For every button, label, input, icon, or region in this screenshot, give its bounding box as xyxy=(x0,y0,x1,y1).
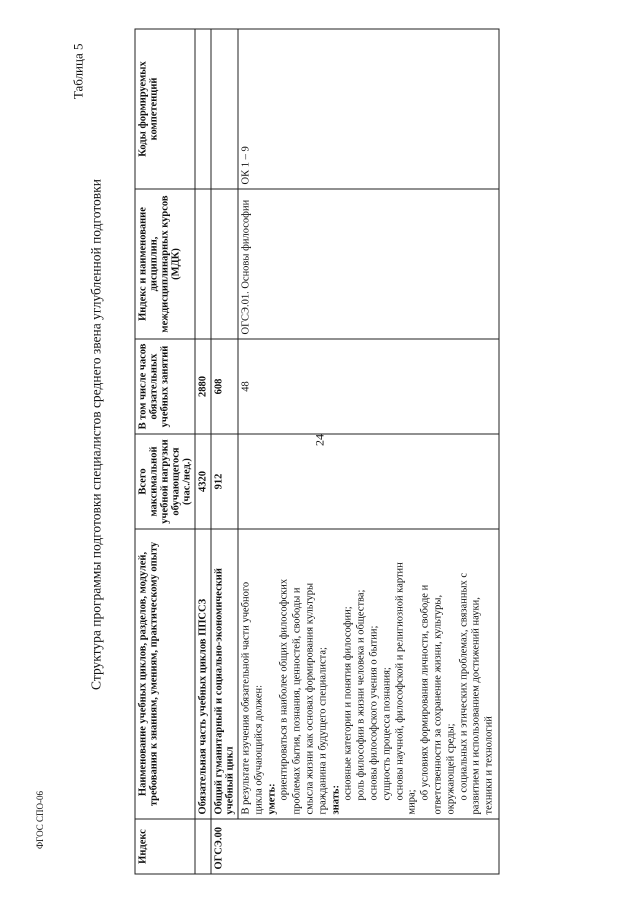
header-discipline: Индекс и наименование дисциплин, междисциплинарных курсов (МДК) xyxy=(135,189,195,339)
requirement-line: об условиях формирования личности, свободе и xyxy=(419,584,431,801)
table-title: Структура программы подготовки специалистов среднего звена углубленной подготовки xyxy=(88,179,104,690)
requirement-line: ориентироваться в наиболее общих философских xyxy=(278,578,290,801)
requirement-line: мира; xyxy=(406,789,418,815)
requirement-line: сущность процесса познания; xyxy=(381,667,393,801)
requirement-line: уметь: xyxy=(266,783,278,815)
requirement-line: развитием и использованием достижений науки, xyxy=(470,597,482,815)
requirement-line: гражданина и будущего специалиста; xyxy=(317,647,329,815)
requirement-line: проблемах бытия, познания, ценностей, свободы и xyxy=(291,587,303,815)
ogse-index: ОГСЭ.00 xyxy=(211,819,499,874)
ogse-name: Общий гуманитарный и социально-экономический учебный цикл xyxy=(211,529,238,819)
requirement-line: знать: xyxy=(330,785,342,815)
requirement-line: В результате изучения обязательной части учебного xyxy=(240,581,252,815)
header-index: Индекс xyxy=(135,819,195,874)
header-name: Наименование учебных циклов, разделов, модулей, требования к знаниям, умениям, практическому опыту xyxy=(135,529,195,819)
requirement-line: роль философии в жизни человека и общества; xyxy=(355,589,367,801)
philosophy-competence-codes: ОК 1 – 9 xyxy=(238,29,499,189)
requirement-line: ответственности за сохранение жизни, культуры, xyxy=(432,594,444,815)
table-header-row xyxy=(135,29,195,874)
requirement-line: смысла жизни как основах формирования культуры xyxy=(304,582,316,815)
header-competence-codes: Коды формируемых компетенций xyxy=(135,29,195,189)
mandatory-part-name: Обязательная часть учебных циклов ППССЗ xyxy=(195,529,211,819)
table-label: Таблица 5 xyxy=(70,43,86,100)
table-row-ogse xyxy=(211,29,238,874)
philosophy-requirements xyxy=(238,529,499,819)
requirement-line: основы научной, философской и религиозной картин xyxy=(394,562,406,801)
table-row-mandatory-part xyxy=(195,29,211,874)
table-row-philosophy xyxy=(238,29,499,874)
requirement-line: основы философского учения о бытии; xyxy=(368,625,380,801)
ogse-max-load: 912 xyxy=(211,434,238,529)
philosophy-hours: 48 xyxy=(238,339,499,434)
requirement-line: техники и технологий xyxy=(483,716,495,815)
structure-table xyxy=(135,29,500,875)
requirement-line: основные категории и понятия философии; xyxy=(342,606,354,801)
mandatory-part-max-load: 4320 xyxy=(195,434,211,529)
requirement-line: окружающей среды; xyxy=(445,723,457,815)
header-mandatory-hours: В том числе часов обязательных учебных занятий xyxy=(135,339,195,434)
header-max-load: Всего максимальной учебной нагрузки обучающегося (час./нед.) xyxy=(135,434,195,529)
page-number: 24 xyxy=(312,434,327,446)
requirement-line: о социальных и этических проблемах, связанных с xyxy=(458,572,470,801)
philosophy-discipline: ОГСЭ.01. Основы философии xyxy=(238,189,499,339)
footer-code: ФГОС СПО-06 xyxy=(35,791,45,849)
rotated-page-content xyxy=(31,30,591,875)
requirement-line: цикла обучающийся должен: xyxy=(253,684,265,815)
mandatory-part-hours: 2880 xyxy=(195,339,211,434)
ogse-hours: 608 xyxy=(211,339,238,434)
